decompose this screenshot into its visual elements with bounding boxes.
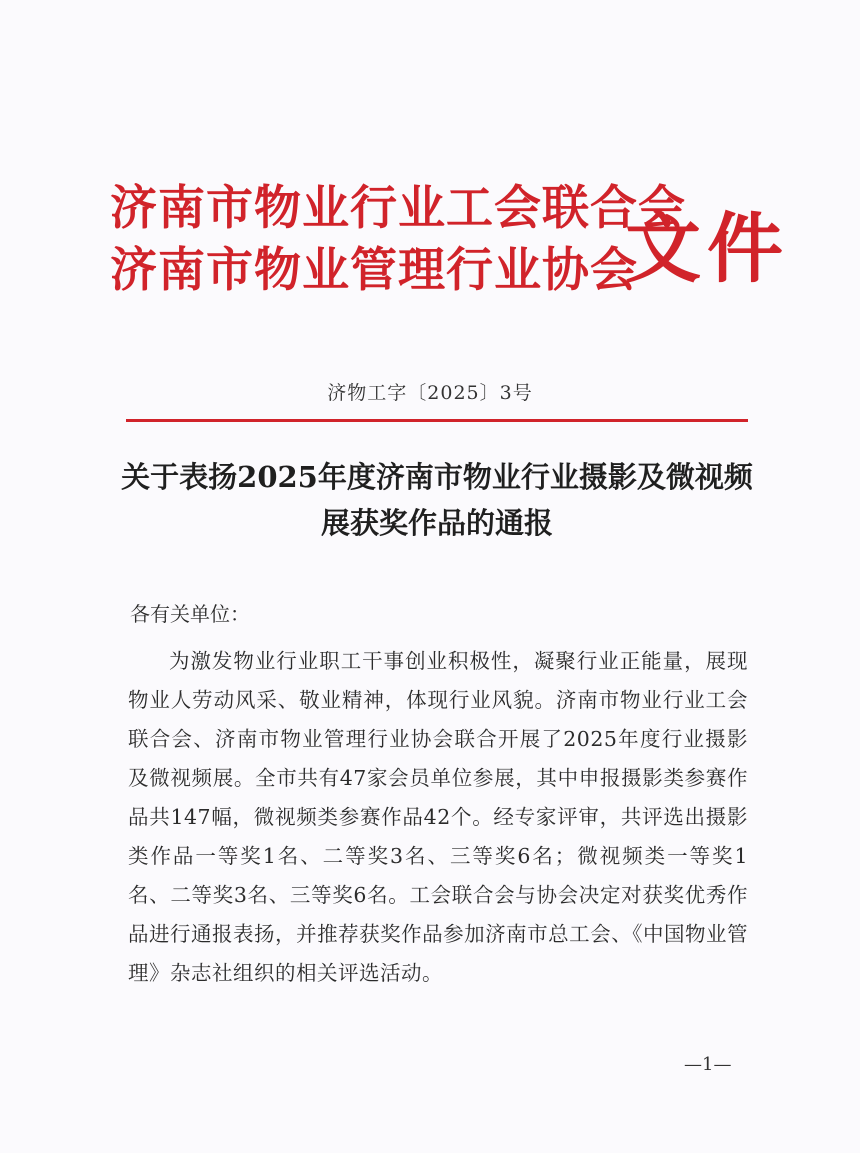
issuer-name-2: 济南市物业管理行业协会: [110, 243, 638, 298]
salutation: 各有关单位：: [130, 602, 250, 626]
red-header: [110, 178, 789, 328]
document-label: 文件: [625, 204, 789, 293]
document-number: 济物工字〔2025〕3号: [327, 382, 533, 404]
page-number: —1—: [684, 1054, 732, 1075]
document-title: 关于表扬2025年度济南市物业行业摄影及微视频展获奖作品的通报: [121, 460, 753, 540]
issuer-names: [110, 178, 686, 302]
body-paragraph: 为激发物业行业职工干事创业积极性，凝聚行业正能量，展现物业人劳动风采、敬业精神，体现行业风貌。济南市物业行业工会联合会、济南市物业管理行业协会联合开展了2025年度行业摄影及微视频展。全市共有47家会员单位参展，其中申报摄影类参赛作品共147幅，微视频类参赛作品42个。经专家评审，共评选出摄影类作品一等奖1名、二等奖3名、三等奖6名；微视频类一等奖1名、二等奖3名、三等奖6名。工会联合会与协会决定对获奖优秀作品进行通报表扬，并推荐获奖作品参加济南市总工会、《中国物业管理》杂志社组织的相关评选活动。: [128, 649, 748, 985]
red-divider-line: [126, 419, 748, 422]
issuer-name-1: 济南市物业行业工会联合会: [110, 181, 686, 236]
